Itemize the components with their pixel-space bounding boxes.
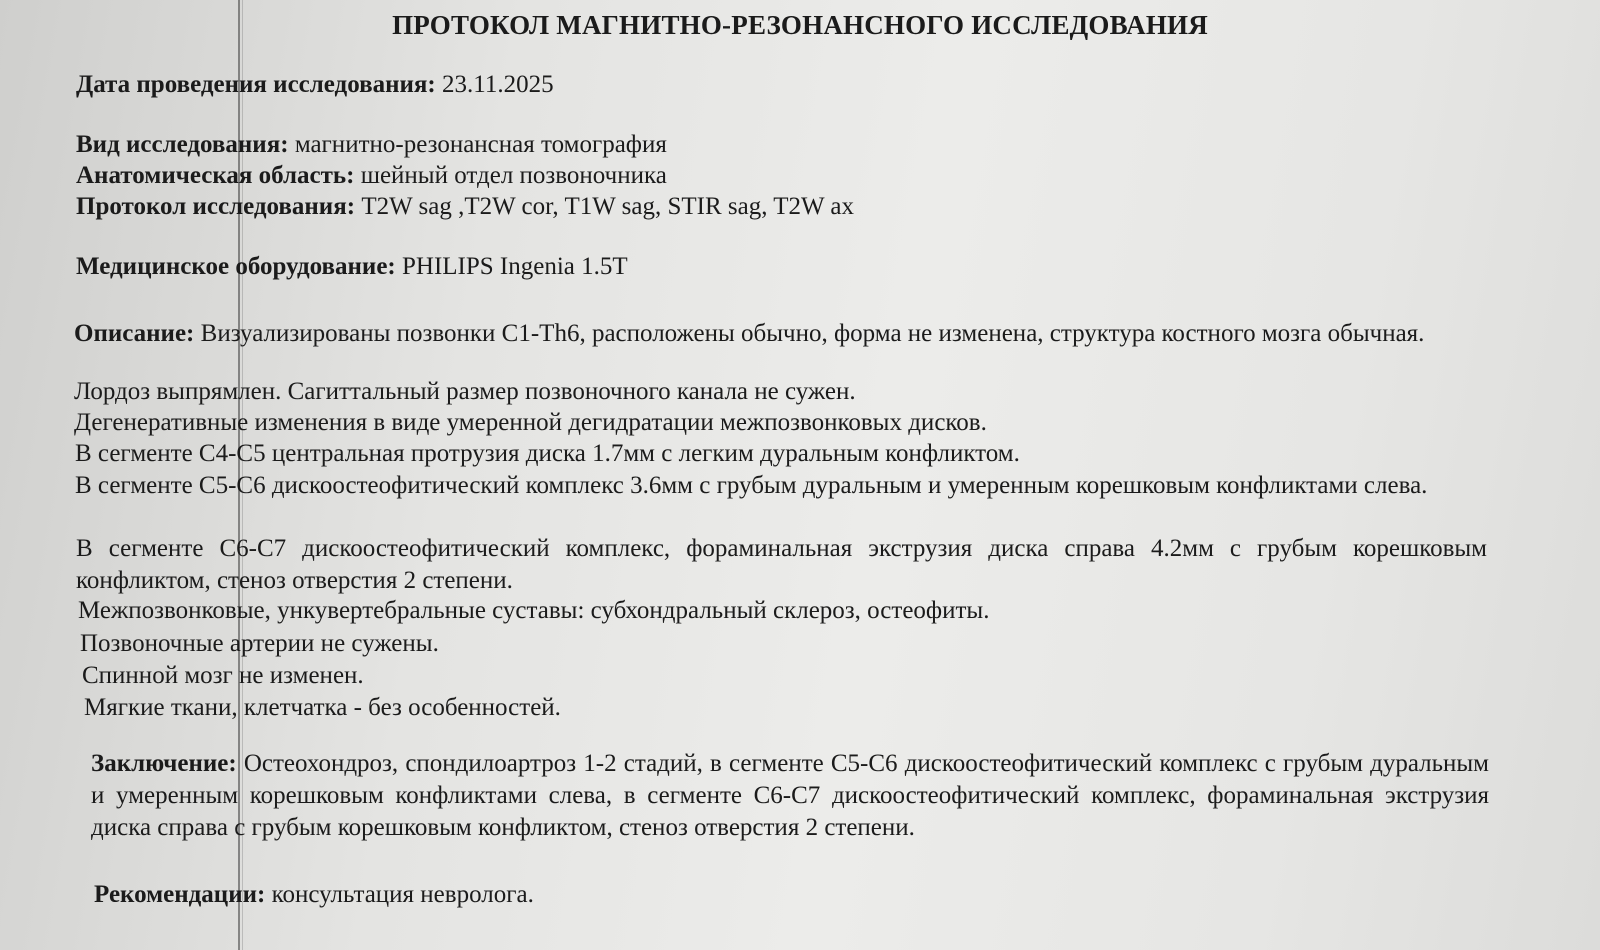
description-line: Спинной мозг не изменен. [82, 662, 364, 689]
study-type-value: магнитно-резонансная томография [294, 131, 667, 158]
anatomical-area-label: Анатомическая область: [76, 162, 355, 189]
description-label: Описание: [74, 320, 195, 347]
description-line: Мягкие ткани, клетчатка - без особенностей. [84, 694, 561, 721]
description-first [74, 318, 1486, 350]
description-line: В сегменте С6-С7 дискоостеофитический комплекс, фораминальная экструзия диска справа 4.2мм с грубым корешковым конфликтом, стеноз отверстия 2 степени. [76, 535, 1487, 594]
description-line: Позвоночные артерии не сужены. [80, 630, 439, 657]
recommendations-label: Рекомендации: [94, 881, 266, 908]
description-line: Лордоз выпрямлен. Сагиттальный размер позвоночного канала не сужен. [74, 378, 856, 405]
date-value: 23.11.2025 [442, 71, 554, 98]
conclusion-block [91, 748, 1489, 844]
date-row [76, 70, 554, 100]
description-line: Межпозвонковые, ункувертебральные суставы: субхондральный склероз, остеофиты. [78, 597, 990, 624]
study-type-row [76, 130, 667, 160]
date-label: Дата проведения исследования: [76, 71, 436, 98]
equipment-value: PHILIPS Ingenia 1.5T [402, 253, 628, 280]
recommendations-value: консультация невролога. [271, 881, 534, 908]
equipment-label: Медицинское оборудование: [76, 253, 396, 280]
description-first-text: Визуализированы позвонки С1-Th6, расположены обычно, форма не изменена, структура костного мозга обычная. [200, 320, 1425, 347]
protocol-row [76, 192, 854, 222]
anatomical-area-row [76, 161, 667, 191]
conclusion-label: Заключение: [91, 750, 237, 777]
description-line: В сегменте С5-С6 дискоостеофитический комплекс 3.6мм с грубым дуральным и умеренным корешковым конфликтами слева. [75, 472, 1428, 499]
document-title: ПРОТОКОЛ МАГНИТНО-РЕЗОНАНСНОГО ИССЛЕДОВАНИЯ [392, 10, 1208, 40]
description-line: В сегменте С4-С5 центральная протрузия диска 1.7мм с легким дуральным конфликтом. [75, 440, 1020, 467]
protocol-value: T2W sag ,T2W cor, T1W sag, STIR sag, T2W ax [361, 193, 855, 220]
protocol-label: Протокол исследования: [76, 193, 356, 220]
study-type-label: Вид исследования: [76, 131, 289, 158]
anatomical-area-value: шейный отдел позвоночника [360, 162, 667, 189]
equipment-row [76, 252, 628, 282]
conclusion-text: Остеохондроз, спондилоартроз 1-2 стадий, в сегменте С5-С6 дискоостеофитический комплекс с грубым дуральным и умеренным корешковым конфликтами слева, в сегменте С6-С7 дискоостеофитический комплекс, фораминальная экструзия диска справа с грубым корешковым конфликтом, стеноз отверстия 2 степени. [91, 750, 1490, 841]
recommendations-row [94, 880, 534, 910]
description-line: Дегенеративные изменения в виде умеренной дегидратации межпозвонковых дисков. [74, 409, 987, 436]
